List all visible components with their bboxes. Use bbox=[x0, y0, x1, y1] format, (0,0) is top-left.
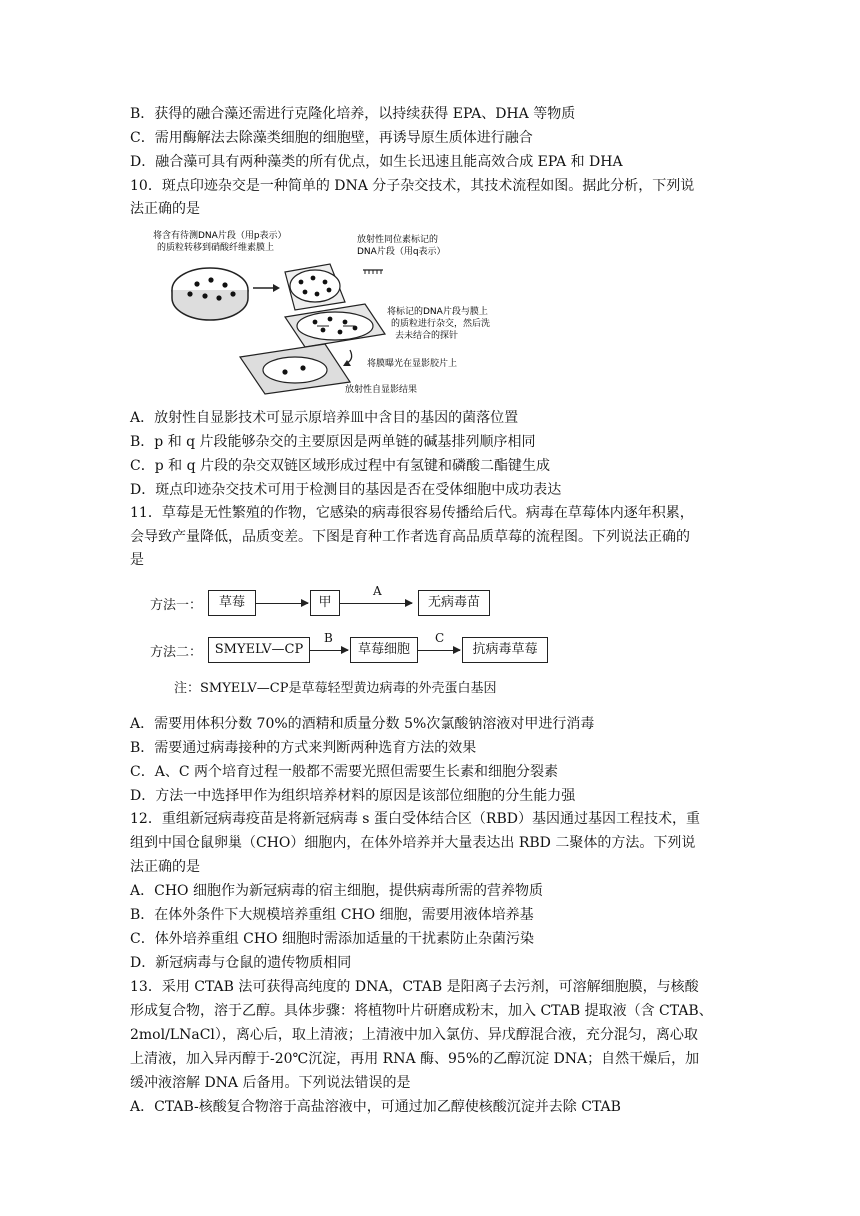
option-10b: B．p 和 q 片段能够杂交的主要原因是两单链的碱基排列顺序相同 bbox=[130, 434, 536, 450]
box-jia: 甲 bbox=[310, 590, 340, 616]
flowchart-note: 注：SMYELV—CP是草莓轻型黄边病毒的外壳蛋白基因 bbox=[174, 681, 497, 696]
arrow-b bbox=[310, 650, 348, 651]
arrow-1 bbox=[256, 603, 308, 604]
question-13-stem: 13．采用 CTAB 法可获得高纯度的 DNA，CTAB 是阳离子去污剂，可溶解细胞膜，与核酸 bbox=[130, 979, 699, 995]
question-13-stem-cont-1: 形成复合物，溶于乙醇。具体步骤：将植物叶片研磨成粉末，加入 CTAB 提取液（含 CTAB、 bbox=[130, 1003, 713, 1019]
option-10c: C．p 和 q 片段的杂交双链区域形成过程中有氢键和磷酸二酯键生成 bbox=[130, 458, 550, 474]
option-11a: A．需要用体积分数 70%的酒精和质量分数 5%次氯酸钠溶液对甲进行消毒 bbox=[130, 716, 595, 732]
option-9b: B．获得的融合藻还需进行克隆化培养，以持续获得 EPA、DHA 等物质 bbox=[130, 106, 576, 122]
strawberry-flowchart bbox=[150, 582, 570, 702]
option-12b: B．在体外条件下大规模培养重组 CHO 细胞，需要用液体培养基 bbox=[130, 907, 534, 923]
question-11-stem: 11．草莓是无性繁殖的作物，它感染的病毒很容易传播给后代。病毒在草莓体内逐年积累， bbox=[130, 505, 694, 521]
arrow-a-letter: A bbox=[373, 584, 382, 598]
membrane-2 bbox=[285, 304, 385, 347]
label-expose: 将膜曝光在显影胶片上 bbox=[367, 359, 458, 369]
question-10-stem-cont: 法正确的是 bbox=[130, 201, 200, 217]
membrane-1 bbox=[285, 264, 345, 310]
option-13a: A．CTAB-核酸复合物溶于高盐溶液中，可通过加乙醇使核酸沉淀并去除 CTAB bbox=[130, 1099, 621, 1115]
option-10d: D．斑点印迹杂交技术可用于检测目的基因是否在受体细胞中成功表达 bbox=[130, 482, 562, 498]
question-13-stem-cont-4: 缓冲液溶解 DNA 后备用。下列说法错误的是 bbox=[130, 1075, 411, 1091]
label-hybrid-2: 的质粒进行杂交，然后洗 bbox=[391, 319, 491, 329]
label-transfer-1: 将含有待测DNA片段（用p表示） bbox=[153, 231, 287, 241]
question-12-stem-cont-2: 法正确的是 bbox=[130, 859, 200, 875]
question-11-stem-cont-2: 是 bbox=[130, 552, 144, 568]
label-probe-1: 放射性同位素标记的 bbox=[357, 235, 439, 245]
label-probe-2: DNA片段（用q表示） bbox=[357, 247, 446, 257]
arrow-a bbox=[340, 603, 412, 604]
box-virus-free: 无病毒苗 bbox=[418, 590, 490, 616]
label-result: 放射性自显影结果 bbox=[345, 385, 418, 395]
box-smyelv-cp: SMYELV—CP bbox=[208, 637, 310, 663]
arrow-b-letter: B bbox=[324, 631, 333, 645]
option-9d: D．融合藻可具有两种藻类的所有优点，如生长迅速且能高效合成 EPA 和 DHA bbox=[130, 154, 623, 170]
question-13-stem-cont-2: 2mol/LNaCl），离心后，取上清液；上清液中加入氯仿、异戊醇混合液，充分混匀，离心取 bbox=[130, 1027, 698, 1043]
box-strawberry: 草莓 bbox=[208, 590, 256, 616]
option-12a: A．CHO 细胞作为新冠病毒的宿主细胞，提供病毒所需的营养物质 bbox=[130, 883, 543, 899]
box-resistant-strawberry: 抗病毒草莓 bbox=[462, 637, 548, 663]
petri-dish bbox=[172, 268, 248, 320]
arrow-c-letter: C bbox=[435, 631, 445, 645]
option-12c: C．体外培养重组 CHO 细胞时需添加适量的干扰素防止杂菌污染 bbox=[130, 931, 535, 947]
result-membrane bbox=[240, 344, 350, 394]
label-hybrid-1: 将标记的DNA片段与膜上 bbox=[387, 307, 488, 317]
dot-blot-figure bbox=[145, 222, 515, 402]
option-11c: C．A、C 两个培育过程一般都不需要光照但需要生长素和细胞分裂素 bbox=[130, 764, 558, 780]
box-strawberry-cell: 草莓细胞 bbox=[350, 637, 418, 663]
question-12-stem: 12．重组新冠病毒疫苗是将新冠病毒 s 蛋白受体结合区（RBD）基因通过基因工程技术，重 bbox=[130, 811, 700, 827]
method-2-label: 方法二： bbox=[150, 645, 203, 660]
question-12-stem-cont-1: 组到中国仓鼠卵巢（CHO）细胞内，在体外培养并大量表达出 RBD 二聚体的方法。下列说 bbox=[130, 835, 696, 851]
label-hybrid-3: 去未结合的探针 bbox=[395, 331, 459, 341]
probe-q bbox=[363, 270, 383, 274]
option-10a: A．放射性自显影技术可显示原培养皿中含目的基因的菌落位置 bbox=[130, 410, 519, 426]
question-13-stem-cont-3: 上清液，加入异丙醇于-20℃沉淀，再用 RNA 酶、95%的乙醇沉淀 DNA；自然干燥后，加 bbox=[130, 1051, 700, 1067]
method-1-label: 方法一： bbox=[150, 598, 203, 613]
option-11b: B．需要通过病毒接种的方式来判断两种选育方法的效果 bbox=[130, 740, 477, 756]
option-11d: D．方法一中选择甲作为组织培养材料的原因是该部位细胞的分生能力强 bbox=[130, 788, 576, 804]
option-9c: C．需用酶解法去除藻类细胞的细胞壁，再诱导原生质体进行融合 bbox=[130, 130, 533, 146]
label-transfer-2: 的质粒转移到硝酸纤维素膜上 bbox=[157, 243, 275, 253]
arrow-c bbox=[418, 650, 460, 651]
question-10-stem: 10．斑点印迹杂交是一种简单的 DNA 分子杂交技术，其技术流程如图。据此分析，下列说 bbox=[130, 178, 695, 194]
question-11-stem-cont-1: 会导致产量降低，品质变差。下图是育种工作者选育高品质草莓的流程图。下列说法正确的 bbox=[130, 529, 690, 545]
option-12d: D．新冠病毒与仓鼠的遗传物质相同 bbox=[130, 955, 352, 971]
